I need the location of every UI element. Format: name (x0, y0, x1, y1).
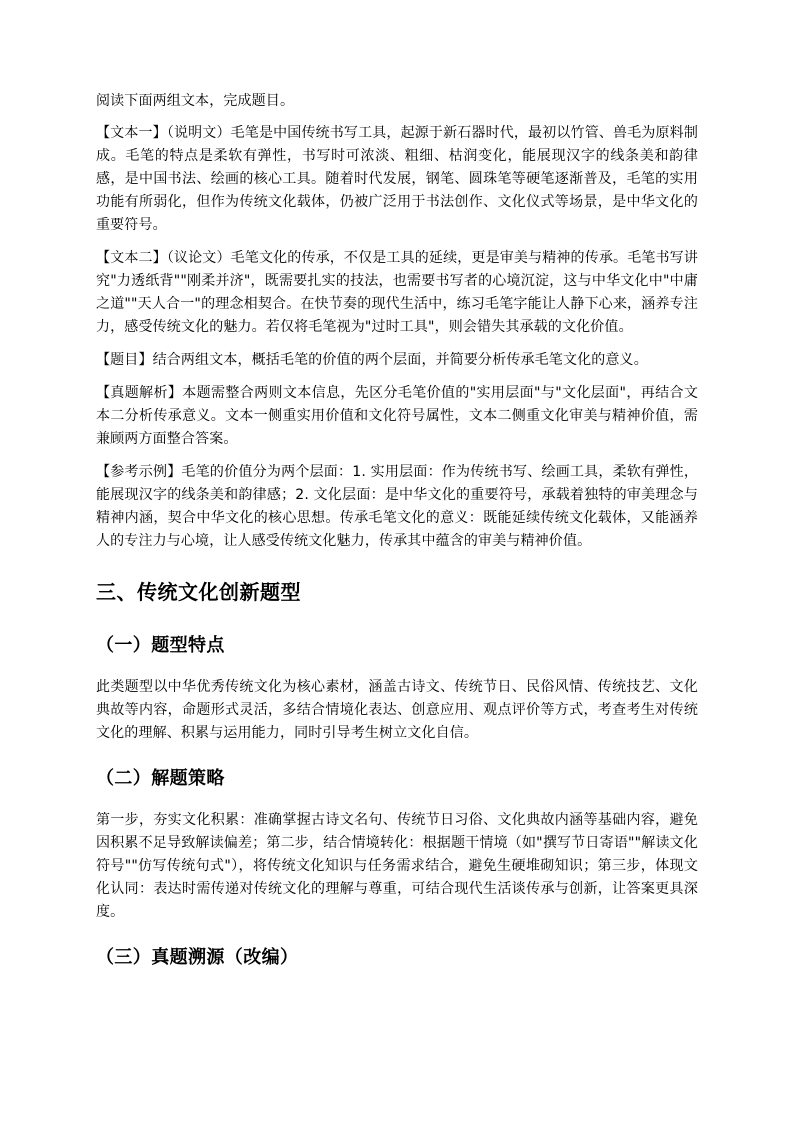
question-paragraph: 【题目】结合两组文本，概括毛笔的价值的两个层面，并简要分析传承毛笔文化的意义。 (96, 352, 648, 368)
subsection-exam-origin-heading: （三）真题溯源（改编） (96, 947, 299, 968)
text-two-paragraph: 【文本二】（议论文）毛笔文化的传承，不仅是工具的延续，更是审美与精神的传承。毛笔书写讲究"力透纸背""刚柔并济"，既需要扎实的技法，也需要书写者的心境沉淀，这与中华文化中"中庸之道""天人合一"的理念相契合。在快节奏的现代生活中，练习毛笔字能让人静下心来，涵养专注力，感受传统文化的魅力。若仅将毛笔视为"过时工具"，则会错失其承载的文化价值。 (96, 250, 698, 335)
reference-answer-paragraph: 【参考示例】毛笔的价值分为两个层面：1. 实用层面：作为传统书写、绘画工具，柔软有弹性，能展现汉字的线条美和韵律感；2. 文化层面：是中华文化的重要符号，承载着独特的审美理念与精神内涵，契合中华文化的核心思想。传承毛笔文化的意义：既能延续传统文化载体，又能涵养人的专注力与心境，让人感受传统文化魅力，传承其中蕴含的审美与精神价值。 (96, 464, 698, 549)
subsection-strategy-heading: （二）解题策略 (96, 768, 225, 789)
section-three-heading: 三、传统文化创新题型 (96, 580, 301, 604)
subsection-features-body: 此类题型以中华优秀传统文化为核心素材，涵盖古诗文、传统节日、民俗风情、传统技艺、文化典故等内容，命题形式灵活，多结合情境化表达、创意应用、观点评价等方式，考查考生对传统文化的理解、积累与运用能力，同时引导考生树立文化自信。 (96, 679, 698, 741)
subsection-features-heading: （一）题型特点 (96, 635, 225, 656)
text-one-paragraph: 【文本一】（说明文）毛笔是中国传统书写工具，起源于新石器时代，最初以竹管、兽毛为原料制成。毛笔的特点是柔软有弹性，书写时可浓淡、粗细、枯润变化，能展现汉字的线条美和韵律感，是中国书法、绘画的核心工具。随着时代发展，钢笔、圆珠笔等硬笔逐渐普及，毛笔的实用功能有所弱化，但作为传统文化载体，仍被广泛用于书法创作、文化仪式等场景，是中华文化的重要符号。 (96, 125, 698, 233)
intro-text: 阅读下面两组文本，完成题目。 (96, 93, 295, 109)
analysis-paragraph: 【真题解析】本题需整合两则文本信息，先区分毛笔价值的"实用层面"与"文化层面"，再结合文本二分析传承意义。文本一侧重实用价值和文化符号属性，文本二侧重文化审美与精神价值，需兼顾两方面整合答案。 (96, 385, 698, 447)
subsection-strategy-body: 第一步，夯实文化积累：准确掌握古诗文名句、传统节日习俗、文化典故内涵等基础内容，避免因积累不足导致解读偏差；第二步，结合情境转化：根据题干情境（如"撰写节日寄语""解读文化符号""仿写传统句式"），将传统文化知识与任务需求结合，避免生硬堆砌知识；第三步，体现文化认同：表达时需传递对传统文化的理解与尊重，可结合现代生活谈传承与创新，让答案更具深度。 (96, 812, 698, 920)
